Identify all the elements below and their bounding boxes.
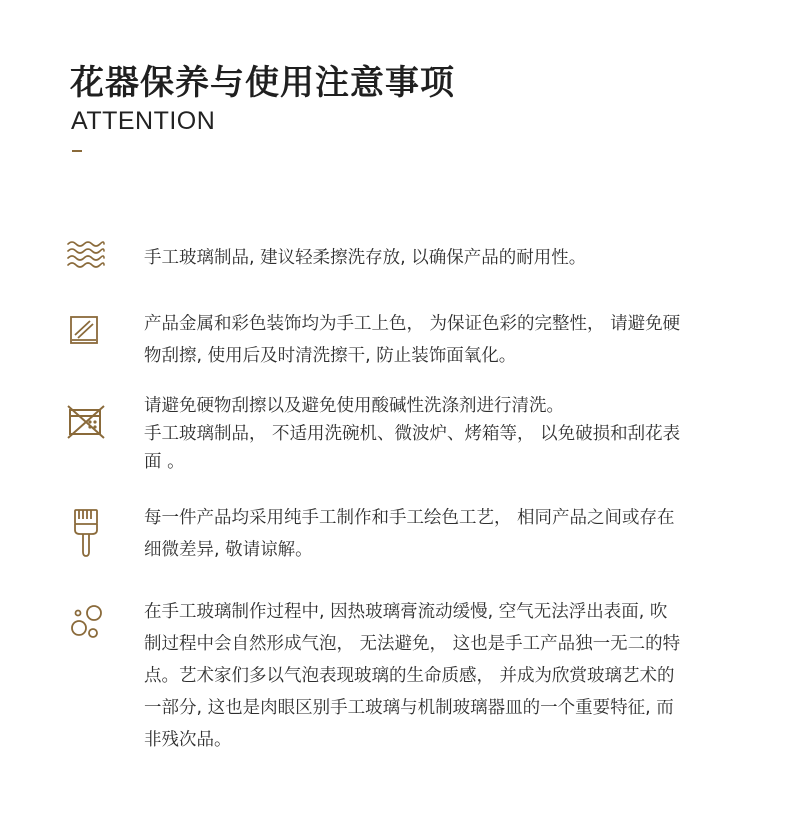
- care-item-line: 产品金属和彩色装饰均为手工上色， 为保证色彩的完整性， 请避免硬: [144, 314, 681, 334]
- care-item-line: 一部分, 这也是肉眼区别手工玻璃与机制玻璃器皿的一个重要特征, 而: [144, 698, 674, 718]
- care-item-text: [144, 308, 747, 372]
- care-item-line: 手工玻璃制品, 建议轻柔擦洗存放, 以确保产品的耐用性。: [144, 248, 587, 268]
- care-item-line: 在手工玻璃制作过程中, 因热玻璃膏流动缓慢, 空气无法浮出表面, 吹: [144, 602, 668, 622]
- care-item-line: 非残次品。: [144, 730, 232, 750]
- care-item-text: [144, 242, 747, 274]
- glass-panel-icon: [66, 312, 108, 364]
- no-dishwasher-icon: [66, 404, 108, 456]
- care-item-line: 面 。: [144, 452, 185, 472]
- title-accent-divider: [72, 150, 82, 152]
- paint-brush-icon: [66, 508, 108, 560]
- care-item-text: [144, 392, 747, 476]
- care-item-line: 制过程中会自然形成气泡， 无法避免， 这也是手工产品独一无二的特: [144, 634, 681, 654]
- care-item-text: [144, 502, 747, 566]
- care-item-line: 手工玻璃制品， 不适用洗碗机、微波炉、烤箱等， 以免破损和刮花表: [144, 424, 681, 444]
- care-item-line: 每一件产品均采用纯手工制作和手工绘色工艺， 相同产品之间或存在: [144, 508, 675, 528]
- page-header: [70, 62, 455, 152]
- water-waves-icon: [66, 240, 108, 292]
- care-item-line: 细微差异, 敬请谅解。: [144, 540, 313, 560]
- page-title: 花器保养与使用注意事项: [70, 63, 455, 103]
- care-item-line: 物刮擦, 使用后及时清洗擦干, 防止装饰面氧化。: [144, 346, 517, 366]
- care-item-line: 点。艺术家们多以气泡表现玻璃的生命质感， 并成为欣赏玻璃艺术的: [144, 666, 675, 686]
- care-item-line: 请避免硬物刮擦以及避免使用酸碱性洗涤剂进行清洗。: [144, 396, 564, 416]
- page-subtitle: ATTENTION: [71, 107, 216, 135]
- bubbles-icon: [66, 602, 108, 654]
- care-item-text: [144, 596, 747, 756]
